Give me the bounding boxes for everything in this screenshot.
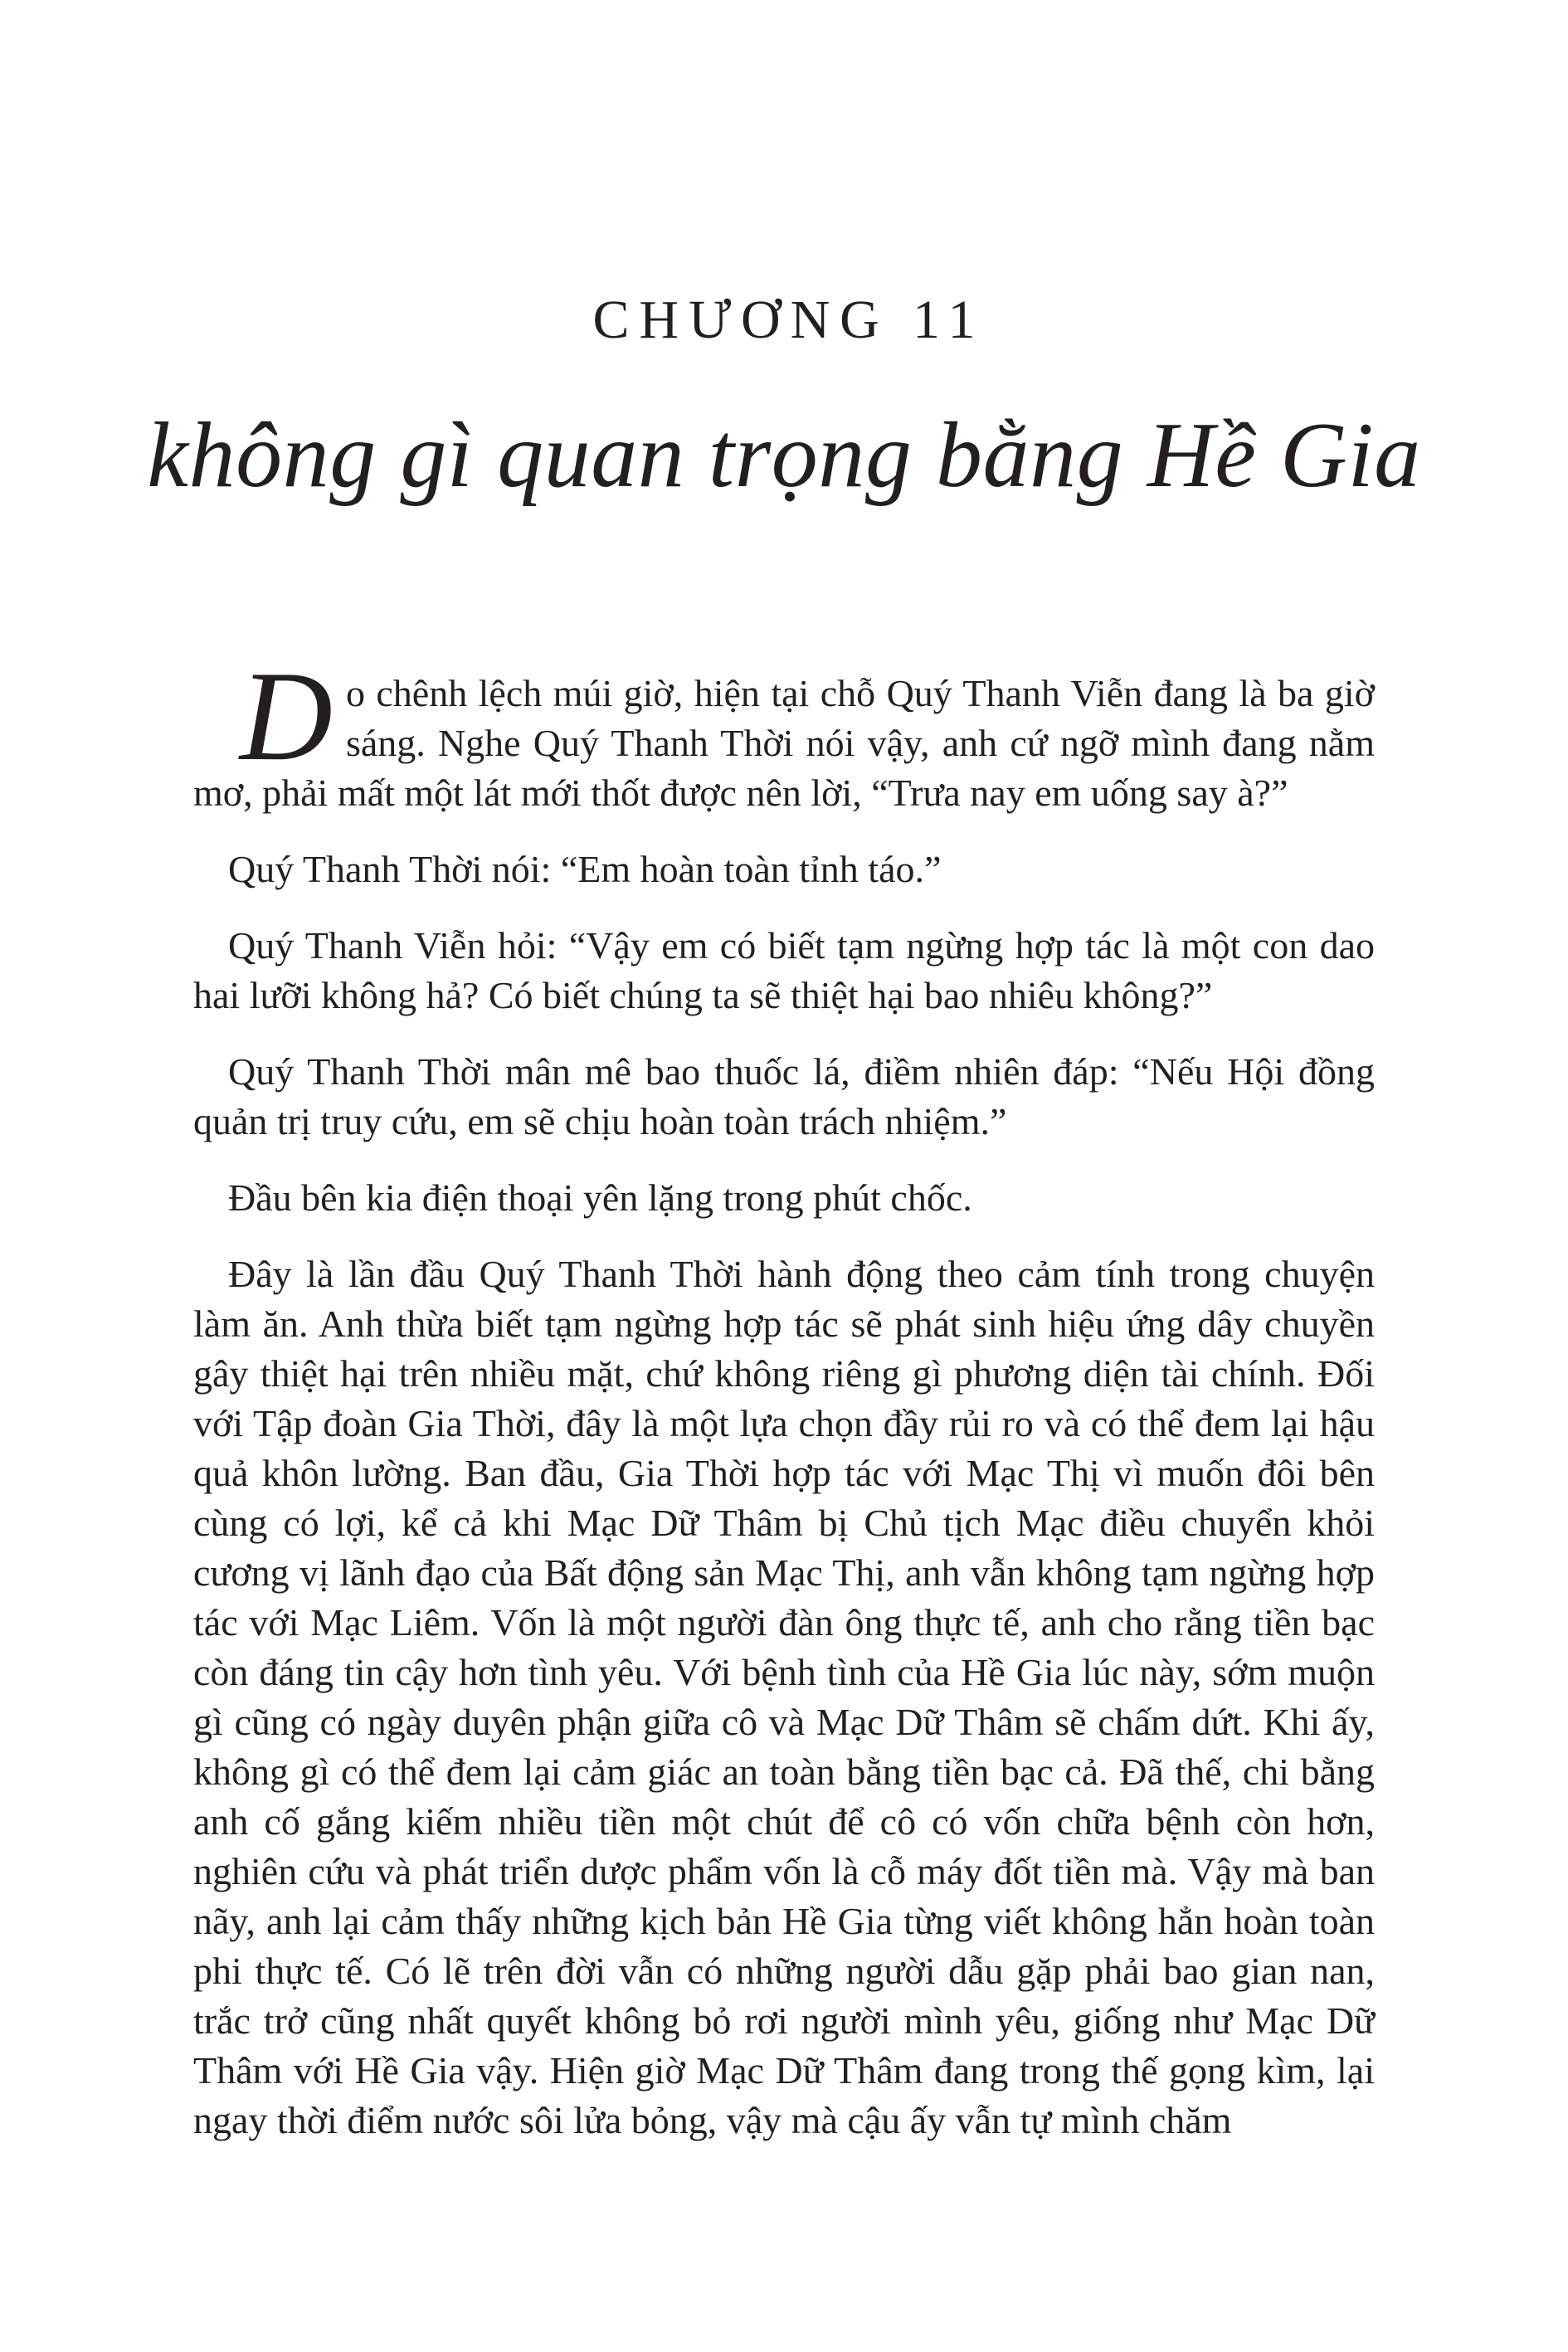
body-text-block xyxy=(193,645,1375,2172)
paragraph-dialogue: Quý Thanh Thời nói: “Em hoàn toàn tỉnh táo.” xyxy=(228,848,942,890)
paragraph-narration: Đây là lần đầu Quý Thanh Thời hành động theo cảm tính trong chuyện làm ăn. Anh thừa biết tạm ngừng hợp tác sẽ phát sinh hiệu ứng dây chuyền gây thiệt hại trên nhiều mặt, chứ không riêng gì phương diện tài chính. Đối với Tập đoàn Gia Thời, đây là một lựa chọn đầy rủi ro và có thể đem lại hậu quả khôn lường. Ban đầu, Gia Thời hợp tác với Mạc Thị vì muốn đôi bên cùng có lợi, kể cả khi Mạc Dữ Thâm bị Chủ tịch Mạc điều chuyển khỏi cương vị lãnh đạo của Bất động sản Mạc Thị, anh vẫn không tạm ngừng hợp tác với Mạc Liêm. Vốn là một người đàn ông thực tế, anh cho rằng tiền bạc còn đáng tin cậy hơn tình yêu. Với bệnh tình của Hề Gia lúc này, sớm muộn gì cũng có ngày duyên phận giữa cô và Mạc Dữ Thâm sẽ chấm dứt. Khi ấy, không gì có thể đem lại cảm giác an toàn bằng tiền bạc cả. Đã thế, chi bằng anh cố gắng kiếm nhiều tiền một chút để cô có vốn chữa bệnh còn hơn, nghiên cứu và phát triển dược phẩm vốn là cỗ máy đốt tiền mà. Vậy mà ban nãy, anh lại cảm thấy những kịch bản Hề Gia từng viết không hẳn hoàn toàn phi thực tế. Có lẽ trên đời vẫn có những người dẫu gặp phải bao gian nan, trắc trở cũng nhất quyết không bỏ rơi người mình yêu, giống như Mạc Dữ Thâm với Hề Gia vậy. Hiện giờ Mạc Dữ Thâm đang trong thế gọng kìm, lại ngay thời điểm nước sôi lửa bỏng, vậy mà cậu ấy vẫn tự mình chăm xyxy=(193,1253,1375,2141)
drop-cap: D xyxy=(240,645,333,787)
chapter-number-heading: CHƯƠNG 11 xyxy=(592,290,986,350)
paragraph-opening xyxy=(193,645,1375,818)
paragraph-text: o chênh lệch múi giờ, hiện tại chỗ Quý Thanh Viễn đang là ba giờ sáng. Nghe Quý Thanh Thời nói vậy, anh cứ ngỡ mình đang nằm mơ, phải mất một lát mới thốt được nên lời, “Trưa nay em uống say à?” xyxy=(193,672,1375,814)
paragraph-narration: Đầu bên kia điện thoại yên lặng trong phút chốc. xyxy=(228,1176,972,1219)
paragraph-dialogue: Quý Thanh Viễn hỏi: “Vậy em có biết tạm ngừng hợp tác là một con dao hai lưỡi không hả? Có biết chúng ta sẽ thiệt hại bao nhiêu không?” xyxy=(193,924,1375,1016)
chapter-title-script: không gì quan trọng bằng Hề Gia xyxy=(147,404,1421,507)
paragraph-dialogue: Quý Thanh Thời mân mê bao thuốc lá, điềm nhiên đáp: “Nếu Hội đồng quản trị truy cứu, em sẽ chịu hoàn toàn trách nhiệm.” xyxy=(193,1050,1375,1142)
